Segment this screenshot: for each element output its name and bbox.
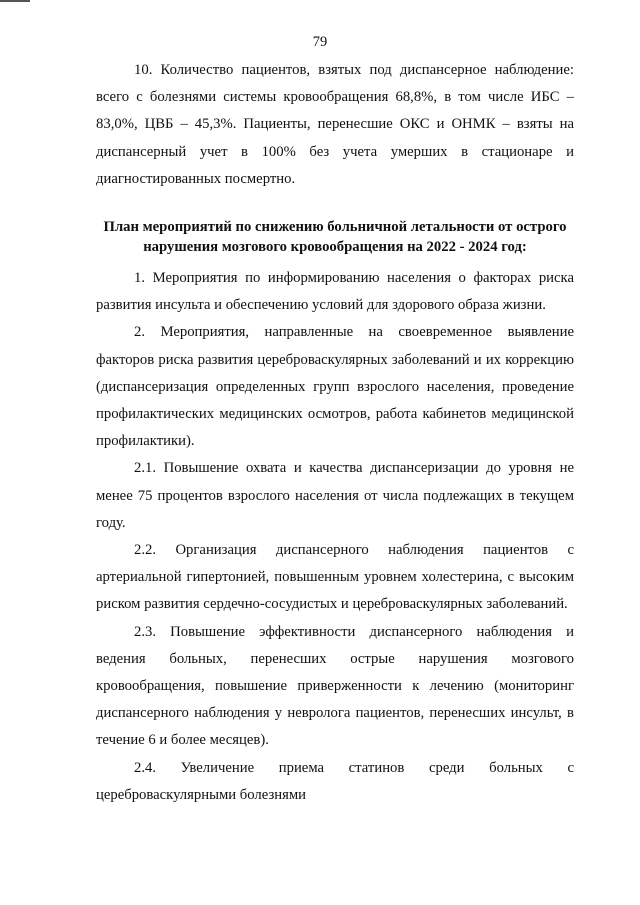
page-number: 79 [312, 34, 328, 50]
list-item-2-4: 2.4. Увеличение приема статинов среди больных с цереброваскулярными болезнями [96, 759, 574, 803]
section-heading-line-2: нарушения мозгового кровообращения на 2022 - 2024 год: [143, 239, 527, 256]
intro-paragraph: 10. Количество пациентов, взятых под диспансерное наблюдение: всего с болезнями системы кровообращения 68,8%, в том числе ИБС – 83,0%, ЦВБ – 45,3%. Пациенты, перенесшие ОКС и ОНМК – взяты на диспансерный учет в 100% без учета умерших в стационаре и диагностированных посмертно. [96, 62, 574, 187]
section-heading [96, 217, 574, 257]
list-item-2: 2. Мероприятия, направленные на своевременное выявление факторов риска развития цереброваскулярных заболеваний и их коррекцию (диспансеризация определенных групп взрослого населения, проведение профилактических медицинских осмотров, работа кабинетов медицинской профилактики). [96, 324, 574, 450]
section-heading-line-1: План мероприятий по снижению больничной летальности от острого [103, 219, 567, 236]
list-item-2-3: 2.3. Повышение эффективности диспансерного наблюдения и ведения больных, перенесших острые нарушения мозгового кровообращения, повышение приверженности к лечению (мониторинг диспансерного наблюдения у невролога пациентов, перенесших инсульт, в течение 6 и более месяцев). [96, 623, 574, 749]
document-body [96, 57, 574, 809]
list-item-2-2: 2.2. Организация диспансерного наблюдения пациентов с артериальной гипертонией, повышенным уровнем холестерина, с высоким риском развития сердечно-сосудистых и цереброваскулярных заболеваний. [96, 542, 574, 613]
list-item-2-1: 2.1. Повышение охвата и качества диспансеризации до уровня не менее 75 процентов взрослого населения от числа подлежащих в текущем году. [96, 460, 574, 531]
scan-corner-mark [0, 0, 30, 2]
list-item-1: 1. Мероприятия по информированию населения о факторах риска развития инсульта и обеспечению условий для здорового образа жизни. [96, 270, 574, 314]
